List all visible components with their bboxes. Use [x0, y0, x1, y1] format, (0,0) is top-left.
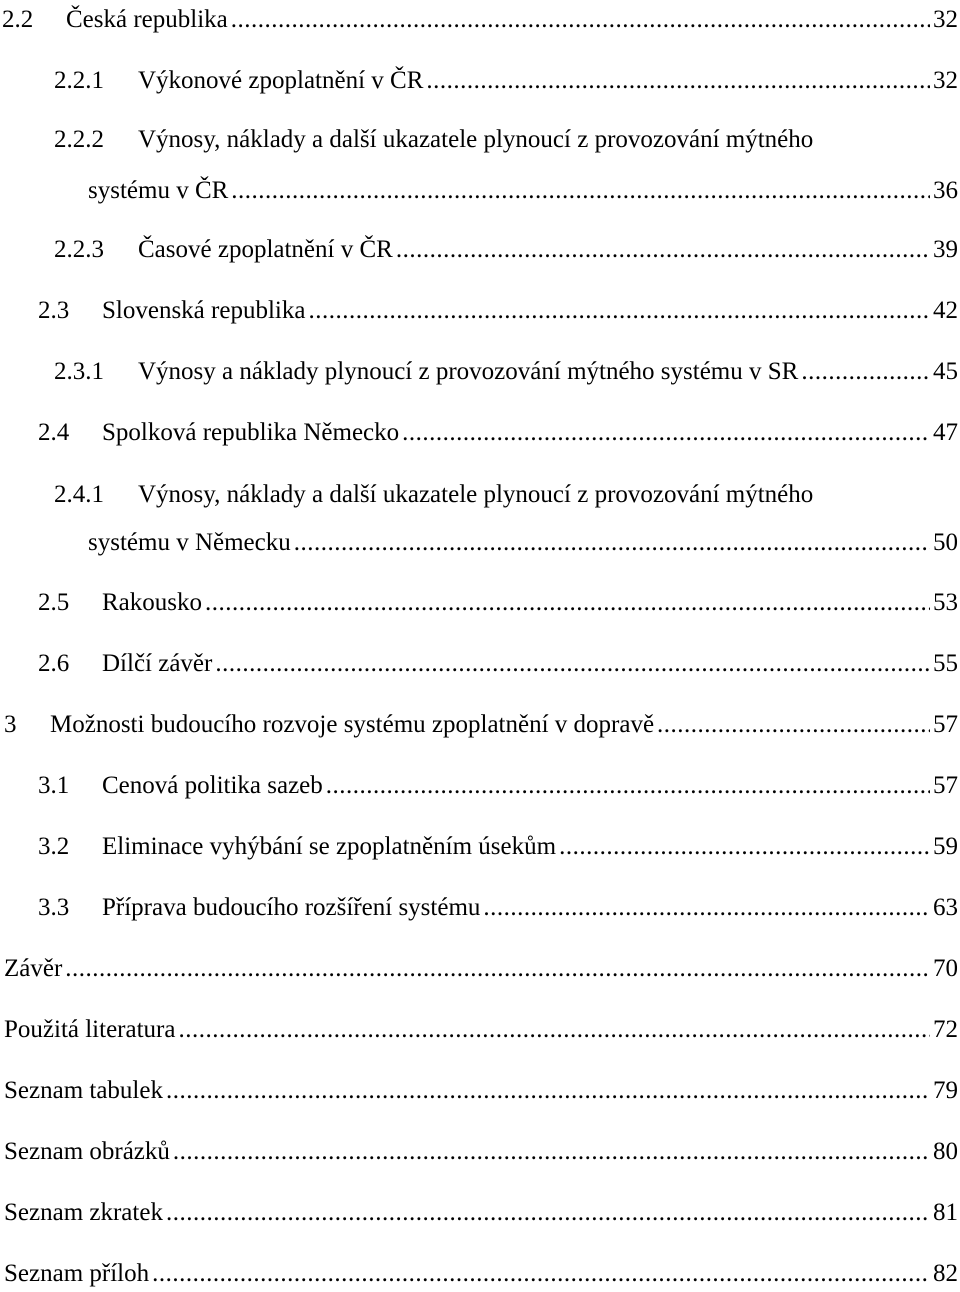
toc-entry-title: Závěr [4, 955, 63, 982]
toc-entry-title: Česká republika [66, 6, 228, 33]
toc-entry-number: 3.3 [38, 894, 70, 921]
toc-entry-number: 2.2.2 [54, 126, 104, 153]
toc-entry-title: Seznam zkratek [4, 1199, 163, 1226]
toc-entry-title: Seznam tabulek [4, 1077, 163, 1104]
toc-entry[interactable] [38, 585, 958, 621]
toc-entry-page: 53 [933, 589, 958, 616]
toc-entry-page: 39 [933, 236, 958, 263]
toc-entry[interactable] [54, 232, 958, 268]
toc-entry[interactable] [38, 415, 958, 451]
toc-entry-title: Příprava budoucího rozšíření systému [102, 894, 481, 921]
toc-leader-dots [173, 1134, 930, 1170]
toc-leader-dots [65, 951, 930, 987]
toc-entry-first-line[interactable] [54, 477, 813, 513]
toc-leader-dots [231, 2, 930, 38]
toc-leader-dots [215, 646, 930, 682]
toc-entry-title: Seznam obrázků [4, 1138, 170, 1165]
toc-leader-dots [294, 525, 930, 561]
toc-entry-title: Eliminace vyhýbání se zpoplatněním úsekům [102, 833, 557, 860]
toc-entry-title: Slovenská republika [102, 297, 306, 324]
toc-entry-title: systému v Německu [88, 529, 291, 556]
toc-entry[interactable] [38, 890, 958, 926]
toc-entry-number: 2.5 [38, 589, 70, 616]
toc-entry-title: Výnosy a náklady plynoucí z provozování mýtného systému v SR [138, 358, 799, 385]
toc-entry-page: 57 [933, 772, 958, 799]
toc-entry-page: 70 [933, 955, 958, 982]
toc-entry-title: Rakousko [102, 589, 202, 616]
toc-entry[interactable] [4, 1073, 958, 1109]
toc-entry-page: 32 [933, 6, 958, 33]
toc-entry-number: 2.2.3 [54, 236, 104, 263]
toc-entry-number: 2.4.1 [54, 481, 104, 508]
toc-entry-title-line: Výnosy, náklady a další ukazatele plynoucí z provozování mýtného [138, 126, 814, 153]
toc-leader-dots [657, 707, 930, 743]
toc-entry[interactable] [54, 354, 958, 390]
toc-entry-number: 2.2.1 [54, 67, 104, 94]
toc-entry[interactable] [88, 173, 958, 209]
toc-entry[interactable] [4, 1195, 958, 1231]
toc-entry-page: 79 [933, 1077, 958, 1104]
toc-entry-title: Dílčí závěr [102, 650, 213, 677]
toc-entry[interactable] [54, 63, 958, 99]
toc-entry-page: 47 [933, 419, 958, 446]
toc-entry-page: 80 [933, 1138, 958, 1165]
toc-entry-title: Možnosti budoucího rozvoje systému zpoplatnění v dopravě [50, 711, 655, 738]
toc-entry-number: 3 [4, 711, 17, 738]
toc-leader-dots [483, 890, 930, 926]
toc-leader-dots [402, 415, 930, 451]
toc-entry-page: 57 [933, 711, 958, 738]
toc-entry-title: Cenová politika sazeb [102, 772, 323, 799]
toc-entry-title-line: Výnosy, náklady a další ukazatele plynoucí z provozování mýtného [138, 481, 814, 508]
toc-entry-number: 2.3 [38, 297, 70, 324]
toc-entry-title: Výkonové zpoplatnění v ČR [138, 67, 424, 94]
toc-entry[interactable] [4, 1256, 958, 1292]
toc-entry-title: systému v ČR [88, 177, 229, 204]
toc-entry[interactable] [4, 1134, 958, 1170]
toc-leader-dots [178, 1012, 930, 1048]
toc-entry-number: 2.6 [38, 650, 70, 677]
toc-leader-dots [205, 585, 930, 621]
toc-entry-title: Spolková republika Německo [102, 419, 400, 446]
toc-leader-dots [396, 232, 930, 268]
toc-entry-number: 3.2 [38, 833, 70, 860]
toc-entry-page: 72 [933, 1016, 958, 1043]
toc-leader-dots [559, 829, 930, 865]
toc-entry-page: 81 [933, 1199, 958, 1226]
toc-entry-title: Použitá literatura [4, 1016, 176, 1043]
toc-entry[interactable] [38, 768, 958, 804]
toc-entry-number: 2.3.1 [54, 358, 104, 385]
toc-entry[interactable] [38, 646, 958, 682]
toc-entry[interactable] [4, 951, 958, 987]
toc-leader-dots [166, 1195, 930, 1231]
toc-entry-page: 55 [933, 650, 958, 677]
toc-entry-title: Seznam příloh [4, 1260, 150, 1287]
toc-leader-dots [426, 63, 930, 99]
toc-entry[interactable] [38, 829, 958, 865]
toc-entry-page: 45 [933, 358, 958, 385]
toc-leader-dots [801, 354, 930, 390]
toc-entry[interactable] [4, 1012, 958, 1048]
toc-leader-dots [326, 768, 930, 804]
toc-leader-dots [152, 1256, 930, 1292]
toc-entry-page: 36 [933, 177, 958, 204]
toc-entry[interactable] [4, 707, 958, 743]
toc-entry-number: 2.2 [2, 6, 34, 33]
toc-leader-dots [166, 1073, 930, 1109]
toc-entry-page: 32 [933, 67, 958, 94]
toc-entry[interactable] [2, 2, 958, 38]
toc-entry[interactable] [38, 293, 958, 329]
toc-entry-title: Časové zpoplatnění v ČR [138, 236, 393, 263]
toc-entry-number: 2.4 [38, 419, 70, 446]
toc-entry-page: 63 [933, 894, 958, 921]
toc-leader-dots [231, 173, 930, 209]
toc-entry-page: 50 [933, 529, 958, 556]
toc-entry-number: 3.1 [38, 772, 70, 799]
toc-leader-dots [308, 293, 930, 329]
toc-entry-page: 42 [933, 297, 958, 324]
toc-entry-first-line[interactable] [54, 122, 813, 158]
toc-entry-page: 82 [933, 1260, 958, 1287]
toc-entry-page: 59 [933, 833, 958, 860]
toc-entry[interactable] [88, 525, 958, 561]
